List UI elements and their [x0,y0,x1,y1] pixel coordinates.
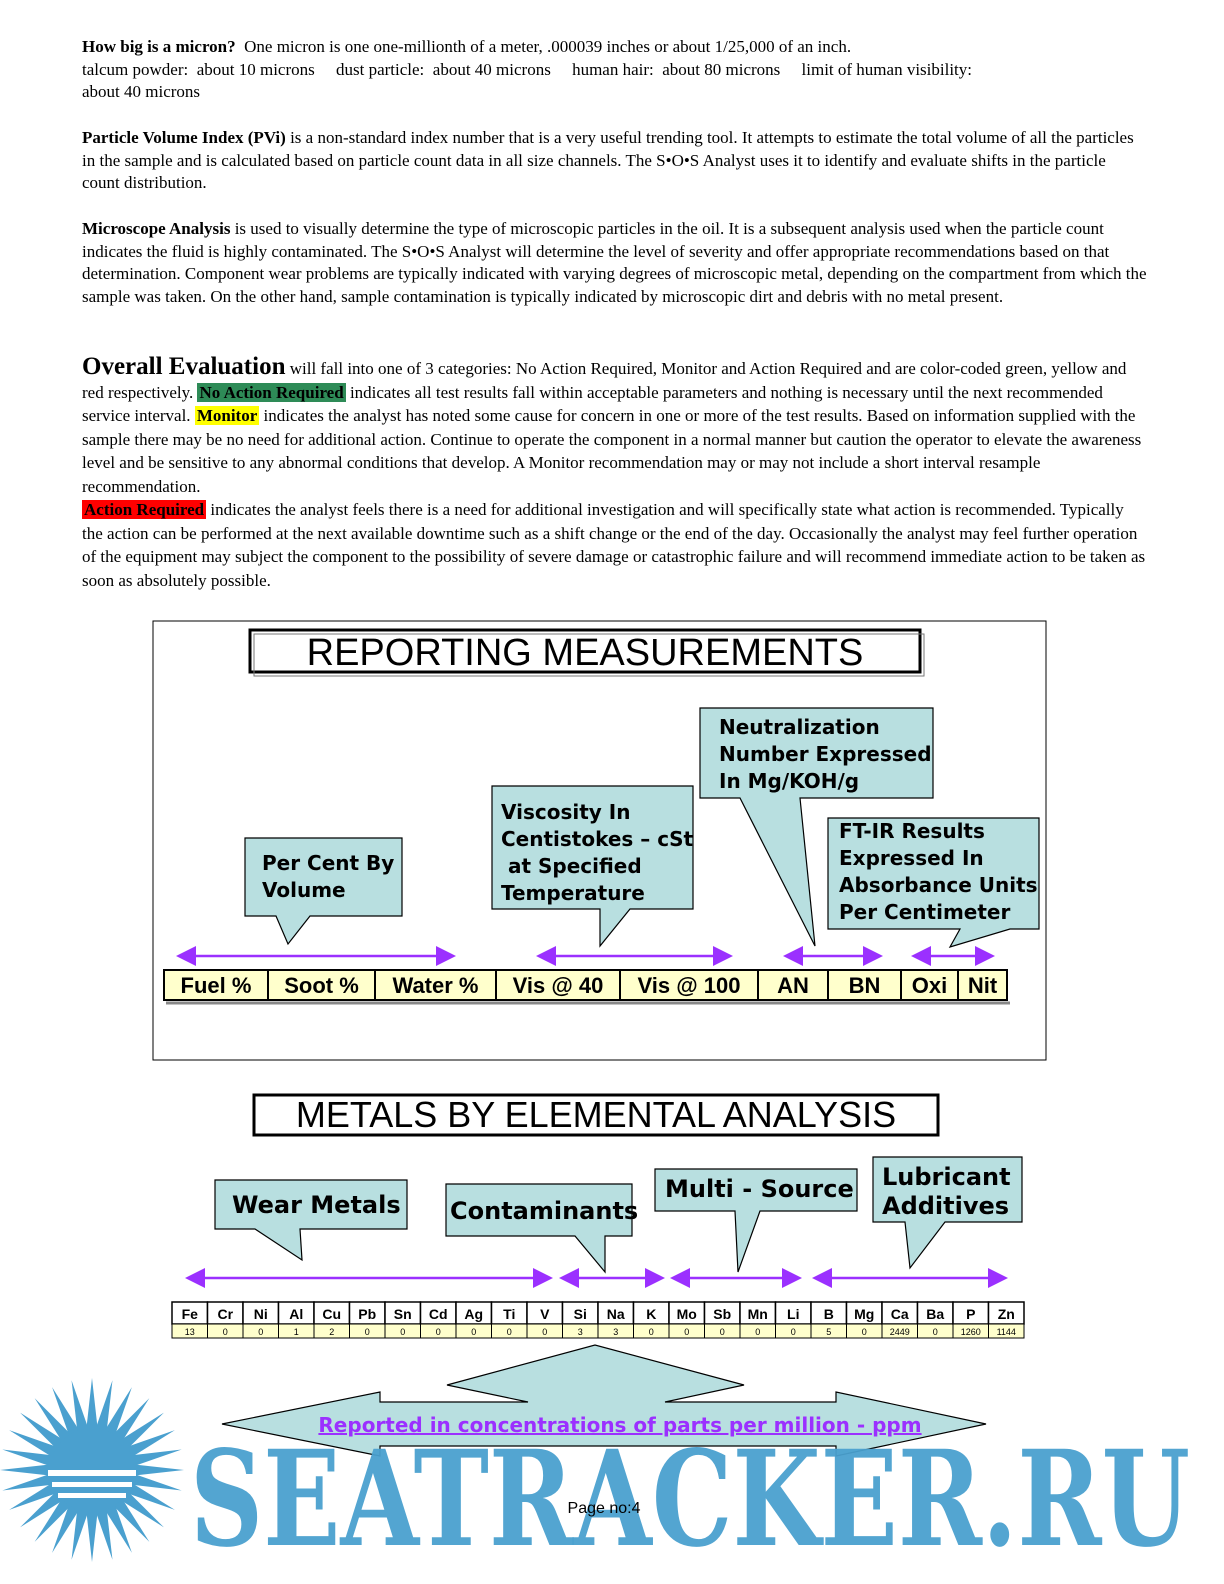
pvi-text: is a non-standard index number that is a very useful trending tool. It attempts to estimate the total volume of all the particles in the sample and is calculated based on particle count data in all size channels. The S•O•S Analyst uses it to identify and evaluate shifts in the particle count distribution. [82,128,1134,193]
element-value: 0 [364,1327,370,1337]
measurement-cell-label: Nit [967,973,998,998]
measurement-cell-label: Vis @ 100 [637,973,741,998]
element-value: 2 [329,1327,335,1337]
element-table [172,1302,1024,1338]
element-symbol: Si [573,1306,587,1322]
element-symbol: Fe [181,1306,198,1322]
micron-line3: about 40 microns [82,82,201,102]
callout-wear-metals [215,1180,407,1260]
action-required-badge: Action Required [84,500,205,519]
callout-lubricant-line1: Lubricant [882,1163,1011,1191]
element-symbol: Na [606,1306,625,1322]
callout-lubricant-line2: Additives [882,1192,1010,1220]
element-value: 1144 [996,1327,1016,1337]
element-value: 1260 [960,1327,981,1337]
measurement-cell-label: Soot % [284,973,359,998]
callout-wear-metals-label: Wear Metals [232,1191,401,1219]
callout-viscosity-line4: Temperature [501,881,645,905]
element-symbol: Pb [358,1306,377,1322]
sun-logo [0,1378,184,1562]
callout-ftir-line2: Expressed In [839,846,984,870]
microscope-label: Microscope Analysis [82,219,231,238]
element-value: 5 [826,1327,832,1337]
element-value: 1 [293,1327,299,1337]
element-value: 0 [719,1327,725,1337]
element-value: 0 [400,1327,406,1337]
element-value: 0 [755,1327,761,1337]
element-value: 0 [542,1327,548,1337]
micron-line2: talcum powder: about 10 microns dust particle: about 40 microns human hair: about 80 microns limit of human visibility: [82,59,973,79]
element-symbol: Ag [464,1306,484,1322]
element-value: 0 [222,1327,228,1337]
measurement-cell-label: Fuel % [180,973,252,998]
element-value: 0 [648,1327,654,1337]
element-value: 3 [577,1327,583,1337]
element-value: 13 [184,1327,195,1337]
element-symbol: Ti [503,1306,516,1322]
no-action-badge: No Action Required [199,382,344,402]
element-symbol: Ni [253,1306,268,1322]
no-action-text: indicates all test results fall within acceptable parameters and nothing is necessary until the next recommended service interval. [82,382,1103,425]
callout-viscosity-line1: Viscosity In [501,800,631,824]
element-symbol: Mo [676,1306,697,1322]
element-symbol: Cr [217,1306,234,1322]
callout-lubricant-additives [873,1157,1022,1268]
element-symbol: B [823,1306,834,1322]
microscope-text: is used to visually determine the type of microscopic particles in the oil. It is a subsequent analysis used when the particle count indicates the fluid is highly contaminated. The S•O•S Analyst will determine the level of severity and offer appropriate recommendations based on that determination. Component wear problems are typically indicated with varying degrees of microscopic metal, depending on the compartment from which the sample was taken. On the other hand, sample contamination is typically indicated by microscopic dirt and debris with no metal present. [82,219,1147,307]
element-value: 0 [471,1327,477,1337]
callout-neutralization-line2: Number Expressed [719,742,932,766]
reporting-title: REPORTING MEASUREMENTS [306,632,864,674]
ppm-label: Reported in concentrations of parts per million - ppm [318,1413,922,1437]
callout-ftir-line4: Per Centimeter [839,900,1011,924]
callout-ftir-line3: Absorbance Units [839,873,1038,897]
element-value: 2449 [889,1327,910,1337]
element-symbol: Zn [997,1306,1015,1322]
element-value: 0 [861,1327,867,1337]
element-symbol: Li [787,1306,800,1322]
micron-line1: One micron is one one-millionth of a meter, .000039 inches or about 1/25,000 of an inch. [244,37,852,56]
pvi-label: Particle Volume Index (PVi) [82,128,286,147]
callout-neutralization-line3: In Mg/KOH/g [719,769,860,793]
monitor-badge: Monitor [196,406,258,425]
overall-intro: will fall into one of 3 categories: No Action Required, Monitor and Action Required and are color-coded green, yellow and red respectively. [82,359,1127,402]
element-value: 0 [684,1327,690,1337]
callout-viscosity-line3: at Specified [501,854,642,878]
micron-label: How big is a micron? [82,37,236,56]
callout-contaminants [446,1184,638,1272]
sun-ray [0,1464,54,1476]
measurement-cell-label: Water % [392,973,479,998]
element-symbol: Mg [854,1306,875,1322]
watermark-text: SEATRACKER.RU [190,1422,1190,1577]
measurement-cell-label: AN [777,973,809,998]
page-number: Page no:4 [567,1500,641,1517]
element-value: 0 [506,1327,512,1337]
callout-volume-line2: Volume [262,878,346,902]
element-value: 0 [932,1327,938,1337]
element-symbol: Sn [393,1306,412,1322]
callout-ftir-line1: FT-IR Results [839,819,985,843]
element-value: 0 [435,1327,441,1337]
element-symbol: K [646,1306,657,1322]
overall-heading: Overall Evaluation [82,353,286,380]
callout-ftir [828,818,1039,947]
element-symbol: Ba [926,1306,945,1322]
sun-ray [130,1464,184,1476]
element-symbol: Al [289,1306,304,1322]
callout-contaminants-label: Contaminants [450,1197,639,1225]
svg-text:Per Cent By [262,851,394,875]
element-value: 3 [613,1327,619,1337]
measurement-cell-label: BN [848,973,881,998]
measurement-cell-label: Oxi [911,973,948,998]
element-symbol: Ca [890,1306,909,1322]
monitor-text: indicates the analyst has noted some cause for concern in one or more of the test results. Based on information supplied with the sample there may be no need for additional action. Continue to operate the component in a normal manner but caution the operator to elevate the awareness level and be sensitive to any abnormal conditions that develop. A Monitor recommendation may or may not include a short interval resample recommendation. [82,406,1142,496]
callout-volume-line1: Per Cent By [262,851,395,875]
callout-multi-source [655,1169,857,1272]
svg-text:Volume [262,878,346,902]
measurement-cell-row [164,970,1010,1003]
element-symbol: P [966,1306,976,1322]
measurement-cell-label: Vis @ 40 [512,973,604,998]
element-symbol: Sb [713,1306,732,1322]
callout-neutralization-line1: Neutralization [719,715,880,739]
element-symbol: Cd [428,1306,448,1322]
callout-viscosity-line2: Centistokes – cSt [501,827,694,851]
callout-multi-source-label: Multi - Source [665,1175,854,1203]
element-symbol: V [540,1306,550,1322]
element-symbol: Cu [322,1306,342,1322]
metals-title: METALS BY ELEMENTAL ANALYSIS [295,1094,897,1135]
sun-ray [86,1508,98,1562]
element-value: 0 [790,1327,796,1337]
element-value: 0 [258,1327,264,1337]
element-symbol: Mn [747,1306,768,1322]
action-required-text: indicates the analyst feels there is a need for additional investigation and will specifically state what action is recommended. Typically the action can be performed at the next available downtime such as a shift change or the end of the day. Occasionally the analyst may feel further operation of the equipment may subject the component to the possibility of severe damage or catastrophic failure and will recommend immediate action to be taken as soon as absolutely possible. [82,500,1146,590]
sun-ray [86,1378,98,1432]
